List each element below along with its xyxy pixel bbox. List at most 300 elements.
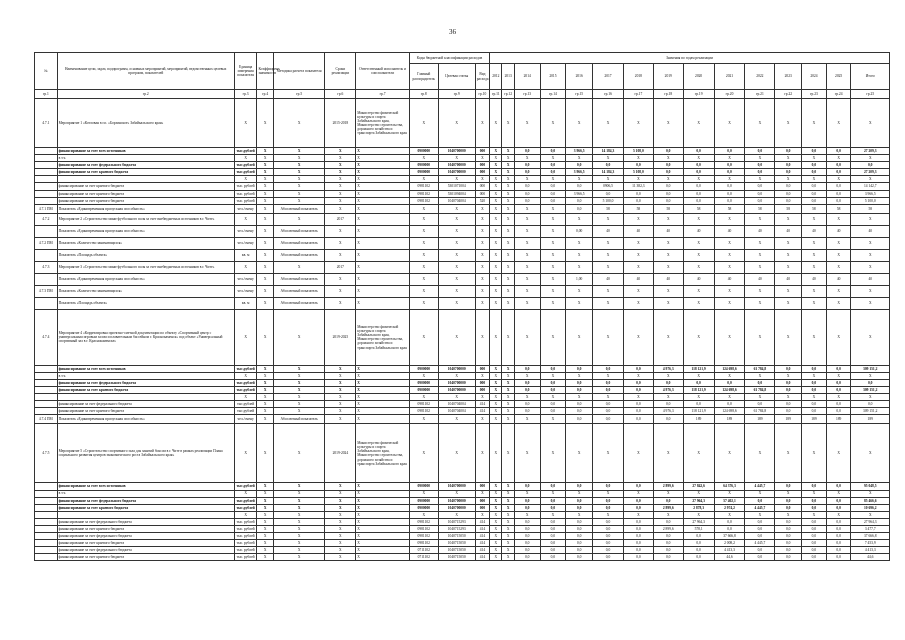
table-cell: X — [745, 155, 775, 162]
table-cell: X — [540, 372, 566, 379]
table-cell: X — [826, 372, 851, 379]
table-cell — [35, 554, 58, 561]
table-cell: 1040700000 — [438, 497, 475, 504]
table-cell: 0,0 — [566, 408, 593, 415]
table-cell: 189 — [775, 415, 802, 424]
table-cell: 0,0 — [775, 547, 802, 554]
table-cell: X — [475, 309, 489, 365]
header-executor: Ответственный исполнитель и соисполнители — [356, 53, 410, 90]
table-cell: 4.7.4 — [35, 309, 58, 365]
table-cell: 0,0 — [540, 497, 566, 504]
table-cell: 578,1 — [683, 525, 714, 532]
table-cell: 0,0 — [653, 540, 683, 547]
table-cell: 0,0 — [566, 204, 593, 213]
table-cell: X — [623, 285, 653, 297]
table-cell: Мероприятие 1 «Котлован в г.п. «Борзинское» Забайкальского края» — [57, 99, 234, 148]
table-cell: X — [438, 176, 475, 183]
table-cell: X — [540, 309, 566, 365]
table-cell: 1040715050 — [438, 533, 475, 540]
table-cell: 0,0 — [514, 169, 540, 176]
table-cell: X — [566, 424, 593, 483]
table-cell: 0,0 — [566, 401, 593, 408]
table-cell: тыс.рублей — [234, 497, 257, 504]
table-cell: X — [438, 273, 475, 285]
table-cell: X — [714, 490, 745, 497]
table-cell: 0,0 — [714, 379, 745, 386]
table-cell: X — [257, 424, 273, 483]
table-cell: X — [257, 183, 273, 190]
table-cell: X — [490, 554, 502, 561]
table-cell: 0,0 — [593, 408, 624, 415]
table-row — [35, 408, 890, 415]
table-cell: Абсолютный показатель — [273, 297, 324, 309]
table-cell: X — [502, 225, 514, 237]
table-cell: X — [356, 148, 410, 155]
table-cell: 27 964,3 — [683, 497, 714, 504]
table-cell: X — [356, 554, 410, 561]
table-cell: 40 — [683, 273, 714, 285]
table-cell: 414 — [475, 408, 489, 415]
table-cell: X — [514, 415, 540, 424]
table-cell: 0,0 — [683, 197, 714, 204]
table-cell: X — [566, 309, 593, 365]
table-cell: 0,0 — [802, 408, 827, 415]
table-cell: X — [475, 237, 489, 249]
table-cell: 0,0 — [540, 518, 566, 525]
table-cell: 2 008,2 — [714, 540, 745, 547]
table-cell: X — [826, 424, 851, 483]
table-cell: X — [826, 297, 851, 309]
table-cell: X — [234, 394, 257, 401]
table-cell: X — [356, 169, 410, 176]
table-cell: тыс. рублей — [234, 197, 257, 204]
table-cell: X — [325, 533, 356, 540]
table-cell: X — [409, 424, 438, 483]
table-cell: Мероприятие 3 «Строительство мини-футбольного поля за счет внебюджетных источников в г. Чите» — [57, 261, 234, 273]
table-cell: X — [356, 162, 410, 169]
table-cell: 27 842,6 — [683, 483, 714, 490]
table-cell: X — [475, 372, 489, 379]
table-cell: X — [325, 169, 356, 176]
table-cell: 14 184,3 — [593, 169, 624, 176]
table-cell: X — [490, 190, 502, 197]
table-cell: X — [325, 365, 356, 372]
table-cell: Абсолютный показатель — [273, 225, 324, 237]
table-cell: X — [851, 213, 890, 225]
table-cell: Министерство физической культуры и спорта Забайкальского края, Министерство строительства, дорожного хозяйства и транспорта Забайкальского края — [356, 99, 410, 148]
table-cell: 0,0 — [623, 525, 653, 532]
table-cell: X — [325, 497, 356, 504]
table-row — [35, 297, 890, 309]
table-cell — [35, 379, 58, 386]
table-cell: X — [514, 490, 540, 497]
table-cell: 0,0 — [826, 401, 851, 408]
table-cell: 0981102 — [409, 408, 438, 415]
table-cell: X — [593, 176, 624, 183]
table-cell: 0,0 — [540, 365, 566, 372]
table-cell: X — [356, 273, 410, 285]
table-cell: X — [273, 525, 324, 532]
table-cell: 1040700000 — [438, 148, 475, 155]
table-cell: X — [490, 533, 502, 540]
table-cell: Показатель «Единовременная пропускная способность» — [57, 273, 234, 285]
table-cell: X — [490, 176, 502, 183]
table-cell: 0,00 — [566, 225, 593, 237]
table-row — [35, 237, 890, 249]
table-cell: 0,0 — [653, 547, 683, 554]
table-cell: 0,0 — [745, 518, 775, 525]
table-cell: 0,0 — [851, 162, 890, 169]
table-cell: X — [234, 372, 257, 379]
table-cell: 0,0 — [593, 365, 624, 372]
table-cell — [35, 155, 58, 162]
table-cell: Абсолютный показатель — [273, 237, 324, 249]
table-cell: 0,0 — [593, 497, 624, 504]
table-cell: 0,0 — [826, 483, 851, 490]
table-cell: X — [802, 285, 827, 297]
table-cell: X — [775, 297, 802, 309]
table-cell: X — [745, 297, 775, 309]
table-cell: X — [273, 197, 324, 204]
table-cell: X — [273, 394, 324, 401]
table-cell: 0,0 — [593, 540, 624, 547]
table-cell: X — [502, 155, 514, 162]
table-cell: тыс. рублей — [234, 554, 257, 561]
table-cell: X — [540, 394, 566, 401]
table-cell: X — [683, 297, 714, 309]
table-cell — [35, 148, 58, 155]
table-cell: X — [593, 99, 624, 148]
table-cell: 0,0 — [566, 525, 593, 532]
table-cell: чел./смену — [234, 285, 257, 297]
table-cell: X — [775, 213, 802, 225]
table-cell: X — [851, 297, 890, 309]
table-cell: X — [257, 554, 273, 561]
table-cell: X — [325, 540, 356, 547]
table-cell: 0,0 — [653, 533, 683, 540]
page-number: 36 — [449, 28, 456, 36]
header-year: 2023 — [775, 64, 802, 90]
table-cell: X — [234, 309, 257, 365]
column-number: гр.8 — [409, 90, 438, 99]
table-cell — [35, 365, 58, 372]
table-cell: 0900000 — [409, 148, 438, 155]
column-number: гр.10 — [475, 90, 489, 99]
table-cell: 0,0 — [683, 554, 714, 561]
table-row — [35, 497, 890, 504]
table-cell: X — [775, 394, 802, 401]
table-cell: 0,0 — [593, 162, 624, 169]
table-cell: X — [623, 511, 653, 518]
table-cell: Абсолютный показатель — [273, 204, 324, 213]
table-cell: 1040715050 — [438, 547, 475, 554]
table-cell: X — [826, 155, 851, 162]
table-cell: 0,0 — [745, 497, 775, 504]
table-cell: X — [490, 309, 502, 365]
table-cell: Абсолютный показатель — [273, 285, 324, 297]
table-cell — [57, 176, 234, 183]
table-cell: X — [356, 504, 410, 511]
table-cell: X — [257, 204, 273, 213]
table-cell: 40 — [851, 273, 890, 285]
table-cell: X — [325, 183, 356, 190]
table-cell: 27 209,3 — [851, 169, 890, 176]
table-cell: 0,0 — [802, 497, 827, 504]
table-cell: X — [714, 511, 745, 518]
table-cell: 58 — [623, 204, 653, 213]
table-cell: X — [714, 297, 745, 309]
table-cell: X — [475, 261, 489, 273]
table-cell: Мероприятие 4 «Корректировка проектно-сметной документации по объекту «Спортивный центр с универсальным игровым залом и плавательным бассейном г. Краснокаменск» под объект «Универсальный спортивный зал в г. Краснокаменске» — [57, 309, 234, 365]
table-cell: X — [514, 273, 540, 285]
table-cell: X — [356, 533, 410, 540]
table-cell: X — [325, 176, 356, 183]
table-cell: X — [273, 533, 324, 540]
table-cell: 44,6 — [851, 554, 890, 561]
table-cell: 0,0 — [775, 401, 802, 408]
table-cell: 0,0 — [514, 504, 540, 511]
table-row — [35, 387, 890, 394]
table-cell: X — [826, 261, 851, 273]
table-cell: X — [325, 401, 356, 408]
table-cell: X — [409, 249, 438, 261]
table-cell: X — [653, 511, 683, 518]
table-cell: 0,0 — [514, 525, 540, 532]
table-cell: 40 — [826, 273, 851, 285]
table-cell: 61 784,8 — [745, 387, 775, 394]
table-cell: 0,0 — [653, 379, 683, 386]
table-cell: 0,0 — [826, 162, 851, 169]
table-cell: 0,0 — [593, 525, 624, 532]
table-cell: 27 209,3 — [851, 148, 890, 155]
table-cell: X — [409, 237, 438, 249]
table-cell: 0,0 — [802, 483, 827, 490]
table-cell: X — [490, 424, 502, 483]
table-cell — [35, 401, 58, 408]
header-year: 2013 — [502, 64, 514, 90]
table-cell: X — [502, 204, 514, 213]
table-cell: 95 048,5 — [851, 483, 890, 490]
table-cell: 0,0 — [566, 415, 593, 424]
table-cell: 0,0 — [714, 197, 745, 204]
table-cell: X — [438, 237, 475, 249]
table-cell: X — [273, 99, 324, 148]
table-cell: 0,0 — [826, 387, 851, 394]
table-cell: 40 — [623, 225, 653, 237]
table-cell: X — [566, 372, 593, 379]
table-cell: 5 100,0 — [851, 197, 890, 204]
table-cell: X — [826, 99, 851, 148]
table-cell: X — [540, 511, 566, 518]
table-cell: X — [802, 261, 827, 273]
table-cell: X — [502, 176, 514, 183]
table-cell: X — [714, 309, 745, 365]
table-cell: 1040700000 — [438, 483, 475, 490]
table-row — [35, 99, 890, 148]
table-cell: 0,0 — [566, 518, 593, 525]
header-year: 2019 — [653, 64, 683, 90]
table-cell: X — [851, 394, 890, 401]
table-cell: 85 466,6 — [851, 497, 890, 504]
table-cell: 10 696,2 — [851, 504, 890, 511]
table-cell: 0,0 — [540, 408, 566, 415]
table-cell: X — [623, 213, 653, 225]
table-cell: X — [490, 148, 502, 155]
table-cell: 0,0 — [802, 547, 827, 554]
table-cell: X — [325, 204, 356, 213]
table-cell — [35, 225, 58, 237]
table-cell: X — [653, 261, 683, 273]
table-cell: X — [502, 408, 514, 415]
table-cell: 58 — [593, 204, 624, 213]
table-cell: X — [502, 261, 514, 273]
table-cell: X — [356, 408, 410, 415]
table-cell: финансирование за счет федерального бюджета — [57, 162, 234, 169]
table-cell: X — [502, 490, 514, 497]
table-cell: 0,0 — [566, 365, 593, 372]
table-cell: 14 142,7 — [851, 183, 890, 190]
table-row — [35, 169, 890, 176]
table-cell: X — [356, 183, 410, 190]
table-cell: X — [540, 261, 566, 273]
table-cell: 0,0 — [593, 533, 624, 540]
table-cell: X — [683, 155, 714, 162]
table-cell: 0,0 — [566, 483, 593, 490]
table-cell: X — [257, 190, 273, 197]
table-cell: 520 — [475, 197, 489, 204]
header-year: 2020 — [683, 64, 714, 90]
table-cell: 2017 — [325, 261, 356, 273]
table-cell: 0,0 — [540, 183, 566, 190]
table-cell: 000 — [475, 183, 489, 190]
table-cell: X — [490, 99, 502, 148]
table-cell: финансирование за счет федерального бюджета — [57, 497, 234, 504]
table-cell: 0,0 — [540, 169, 566, 176]
table-cell: финансирование за счет краевого бюджета — [57, 387, 234, 394]
table-cell: X — [257, 213, 273, 225]
table-cell: X — [502, 497, 514, 504]
table-cell: X — [540, 415, 566, 424]
table-cell: тыс. рублей — [234, 525, 257, 532]
table-cell: X — [234, 213, 257, 225]
table-cell: 40 — [683, 225, 714, 237]
table-cell: X — [502, 285, 514, 297]
table-cell: 0,0 — [683, 162, 714, 169]
table-cell — [35, 394, 58, 401]
table-cell: X — [257, 237, 273, 249]
table-cell: X — [802, 511, 827, 518]
table-cell: X — [502, 387, 514, 394]
table-cell: X — [273, 176, 324, 183]
header-coef: Коэффициент значимости — [257, 53, 273, 90]
column-number: гр.2 — [57, 90, 234, 99]
table-cell: 0,0 — [745, 183, 775, 190]
table-cell: 1040715293 — [438, 518, 475, 525]
table-cell: X — [273, 387, 324, 394]
table-cell — [35, 497, 58, 504]
column-number: гр.20 — [714, 90, 745, 99]
table-cell: 0,0 — [623, 365, 653, 372]
table-cell: X — [257, 365, 273, 372]
column-number: гр.4 — [257, 90, 273, 99]
table-cell: 1040700000 — [438, 387, 475, 394]
table-cell: 4.7.2 — [35, 213, 58, 225]
table-cell: 189 — [714, 415, 745, 424]
table-cell: 40 — [714, 273, 745, 285]
table-cell: 0,0 — [540, 554, 566, 561]
table-cell: 58 — [775, 204, 802, 213]
table-cell: X — [593, 213, 624, 225]
table-cell: X — [514, 285, 540, 297]
table-cell: 0,0 — [775, 483, 802, 490]
table-cell: 3 966,5 — [566, 169, 593, 176]
table-cell: X — [234, 490, 257, 497]
table-cell: Показатель «Единовременная пропускная способность» — [57, 204, 234, 213]
table-cell: 1040700000 — [438, 169, 475, 176]
table-cell: X — [490, 394, 502, 401]
table-cell: 0,0 — [623, 518, 653, 525]
table-cell: 5301071004 — [438, 183, 475, 190]
table-cell: 0,0 — [623, 162, 653, 169]
table-cell: 0900000 — [409, 504, 438, 511]
table-cell: X — [438, 372, 475, 379]
table-row — [35, 533, 890, 540]
table-cell: X — [714, 213, 745, 225]
table-cell: X — [325, 394, 356, 401]
table-cell: X — [356, 155, 410, 162]
table-row — [35, 379, 890, 386]
table-cell: 0,0 — [802, 504, 827, 511]
table-cell: X — [490, 204, 502, 213]
table-cell: X — [775, 237, 802, 249]
table-cell: 0,0 — [566, 533, 593, 540]
table-cell: 0,0 — [653, 190, 683, 197]
table-cell: X — [273, 511, 324, 518]
table-cell: X — [325, 225, 356, 237]
table-cell: 0,0 — [514, 497, 540, 504]
table-cell: 5 108,0 — [623, 169, 653, 176]
table-cell: 1040715050 — [438, 540, 475, 547]
table-cell: X — [356, 204, 410, 213]
table-cell: 0,0 — [775, 518, 802, 525]
table-cell: финансирование за счет федерального бюджета — [57, 547, 234, 554]
table-cell: X — [257, 225, 273, 237]
table-cell: X — [273, 365, 324, 372]
table-cell: X — [802, 213, 827, 225]
table-cell: 40 — [775, 225, 802, 237]
table-cell: X — [514, 204, 540, 213]
table-cell: X — [257, 533, 273, 540]
column-number: гр.16 — [593, 90, 624, 99]
table-cell: X — [540, 213, 566, 225]
table-cell: X — [257, 162, 273, 169]
table-cell: X — [356, 387, 410, 394]
table-cell: X — [683, 213, 714, 225]
table-cell: 0,0 — [826, 518, 851, 525]
table-cell: 40 — [745, 225, 775, 237]
table-cell: X — [356, 394, 410, 401]
table-cell: 3 966,5 — [566, 148, 593, 155]
table-cell: X — [502, 162, 514, 169]
table-cell: 189 — [683, 415, 714, 424]
table-cell: X — [438, 490, 475, 497]
table-cell: 0,0 — [623, 408, 653, 415]
table-cell: 0,0 — [540, 379, 566, 386]
table-cell: X — [325, 554, 356, 561]
table-cell: чел./смену — [234, 237, 257, 249]
table-cell: X — [325, 148, 356, 155]
table-cell: X — [714, 394, 745, 401]
